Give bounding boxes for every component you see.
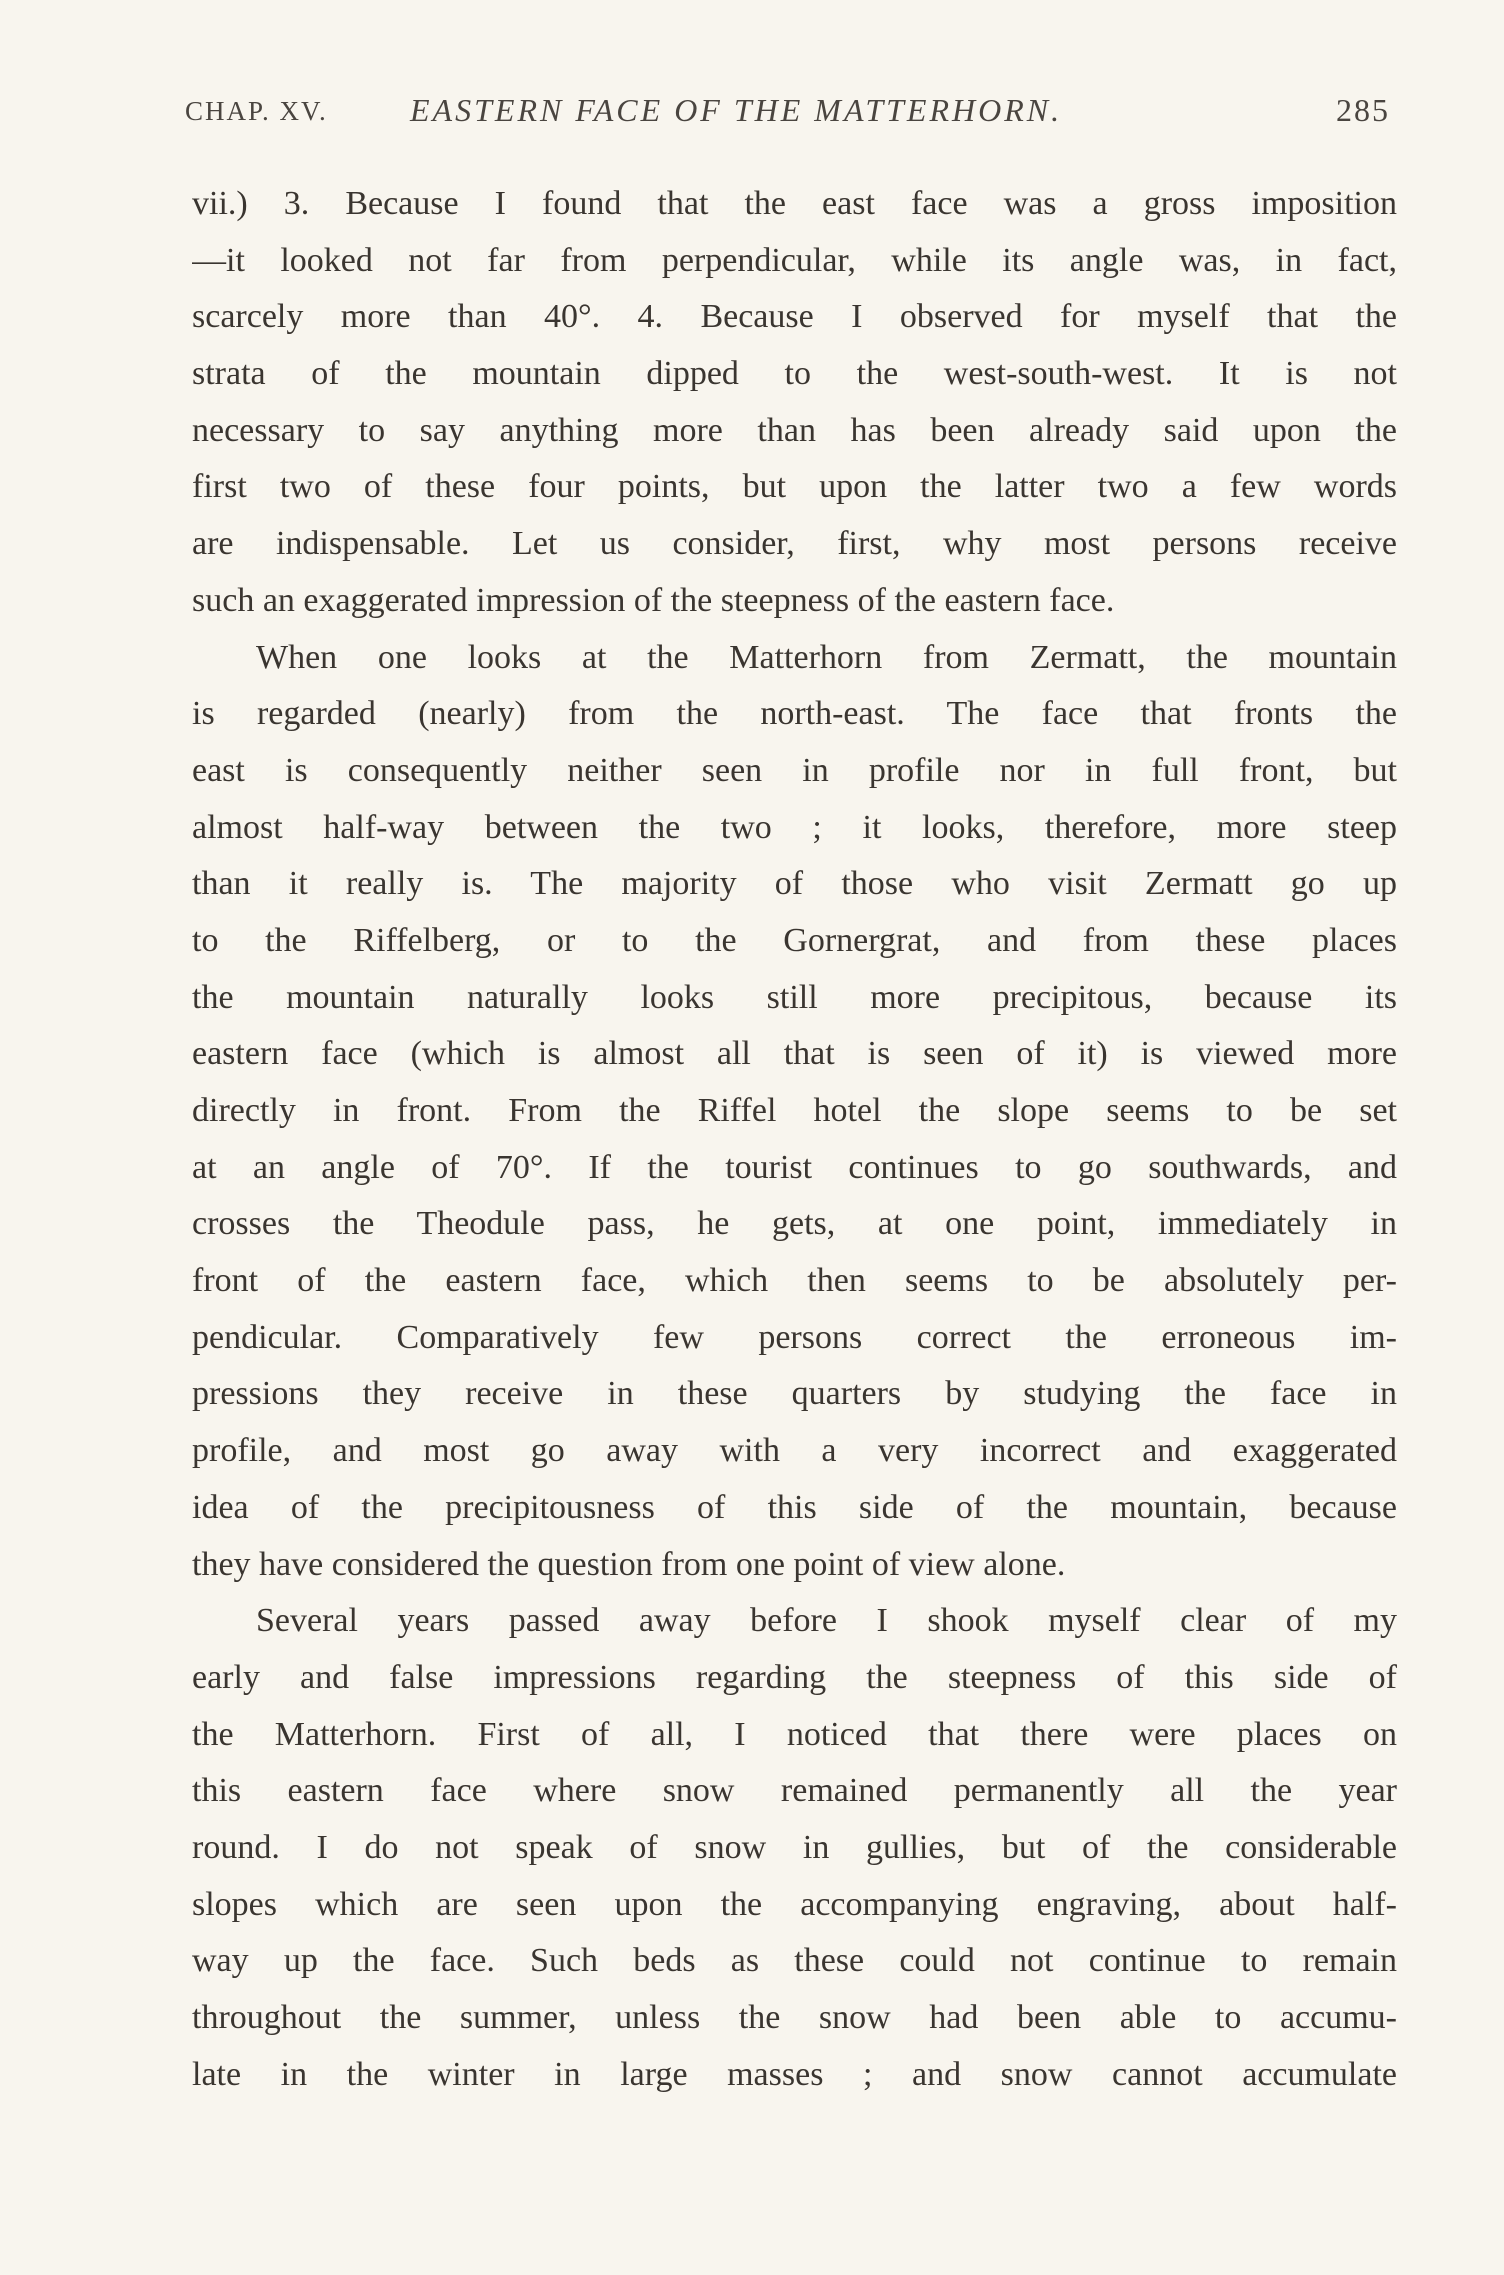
text-line: to the Riffelberg, or to the Gornergrat, and from these places xyxy=(192,921,1397,959)
text-line: such an exaggerated impression of the steepness of the eastern face. xyxy=(192,581,1115,619)
body-text xyxy=(192,176,1397,2103)
text-line: throughout the summer, unless the snow had been able to accumu- xyxy=(192,1999,1397,2036)
text-line: is regarded (nearly) from the north-east. The face that fronts the xyxy=(192,695,1397,733)
text-line: pendicular. Comparatively few persons correct the erroneous im- xyxy=(192,1318,1397,1356)
text-line: slopes which are seen upon the accompanying engraving, about half- xyxy=(192,1885,1397,1923)
text-line: late in the winter in large masses ; and snow cannot accumulate xyxy=(192,2055,1397,2093)
text-line: they have considered the question from one point of view alone. xyxy=(192,1545,1066,1583)
text-line: way up the face. Such beds as these could not continue to remain xyxy=(192,1942,1397,1980)
text-line: necessary to say anything more than has been already said upon the xyxy=(192,411,1397,449)
text-line: the Matterhorn. First of all, I noticed that there were places on xyxy=(192,1715,1397,1753)
text-line: round. I do not speak of snow in gullies, but of the considerable xyxy=(192,1828,1397,1866)
text-line: idea of the precipitousness of this side of the mountain, because xyxy=(192,1488,1397,1526)
running-head xyxy=(185,92,1390,132)
text-line: than it really is. The majority of those who visit Zermatt go up xyxy=(192,865,1397,903)
text-line: first two of these four points, but upon the latter two a few words xyxy=(192,468,1397,506)
text-line: front of the eastern face, which then seems to be absolutely per- xyxy=(192,1262,1397,1300)
text-line: scarcely more than 40°. 4. Because I observed for myself that the xyxy=(192,298,1397,336)
text-line: this eastern face where snow remained permanently all the year xyxy=(192,1772,1397,1810)
text-line: profile, and most go away with a very incorrect and exaggerated xyxy=(192,1432,1397,1470)
page-number: 285 xyxy=(1336,92,1390,128)
text-line: pressions they receive in these quarters by studying the face in xyxy=(192,1375,1397,1413)
text-line: east is consequently neither seen in profile nor in full front, but xyxy=(192,751,1397,789)
text-line: almost half-way between the two ; it looks, therefore, more steep xyxy=(192,808,1397,846)
chapter-label: CHAP. XV. xyxy=(185,96,328,126)
paragraph-start-line: When one looks at the Matterhorn from Zermatt, the mountain xyxy=(256,638,1397,676)
text-line: directly in front. From the Riffel hotel the slope seems to be set xyxy=(192,1092,1397,1129)
paragraph-start-line: Several years passed away before I shook myself clear of my xyxy=(256,1602,1397,1640)
text-line: the mountain naturally looks still more precipitous, because its xyxy=(192,978,1397,1016)
text-line: strata of the mountain dipped to the west-south-west. It is not xyxy=(192,355,1397,393)
text-line: vii.) 3. Because I found that the east face was a gross imposition xyxy=(192,185,1397,222)
text-line: at an angle of 70°. If the tourist continues to go southwards, and xyxy=(192,1148,1397,1186)
text-line: are indispensable. Let us consider, first, why most persons receive xyxy=(192,525,1397,563)
text-line: crosses the Theodule pass, he gets, at one point, immediately in xyxy=(192,1205,1397,1243)
text-line: early and false impressions regarding the steepness of this side of xyxy=(192,1658,1397,1696)
running-title: EASTERN FACE OF THE MATTERHORN. xyxy=(410,92,1063,128)
text-line: eastern face (which is almost all that is seen of it) is viewed more xyxy=(192,1035,1397,1073)
text-line: —it looked not far from perpendicular, while its angle was, in fact, xyxy=(192,241,1397,279)
